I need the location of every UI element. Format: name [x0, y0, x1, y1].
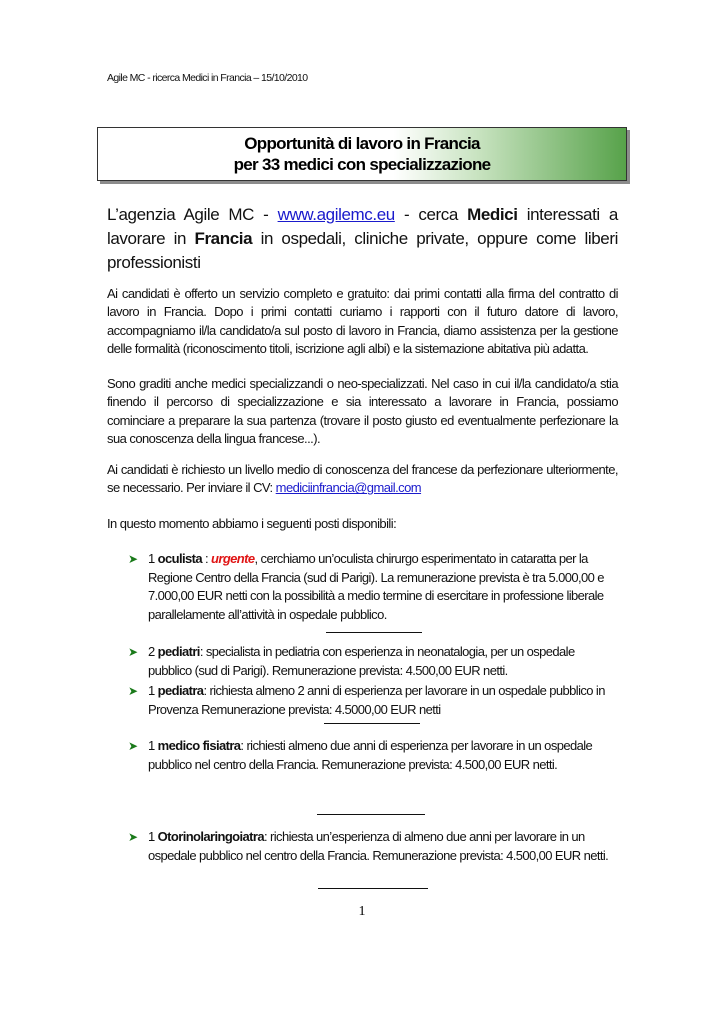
title-box [97, 127, 627, 181]
arrow-right-icon: ➤ [128, 684, 138, 698]
email-link[interactable]: mediciinfrancia@gmail.com [275, 480, 422, 496]
requirements-text: Ai candidati è richiesto un livello medio di conoscenza del francese da perfezionare ulteriormente, se necessario. Per inviare il CV: [107, 462, 618, 496]
arrow-right-icon: ➤ [128, 739, 138, 753]
list-item-text: 1 oculista : urgente, cerchiamo un’oculista chirurgo esperimentato in cataratta per la Regione Centro della Francia (sud di Parigi). La remunerazione prevista è tra 5.000,00 e 7.000,00 EUR netti con la possibilità a medio termine di esercitare in professione liberale parallelamente all’attività in ospedale pubblico. [148, 551, 604, 622]
separator-line [318, 888, 428, 889]
website-link[interactable]: www.agilemc.eu [277, 205, 395, 224]
list-item-text: 1 pediatra: richiesta almeno 2 anni di esperienza per lavorare in un ospedale pubblico in Provenza Remunerazione prevista: 4.5000,00 EUR netti [148, 683, 605, 717]
intro-text-pre: L’agenzia Agile MC - [107, 205, 278, 224]
separator-line [324, 723, 420, 724]
page-number: 1 [358, 904, 366, 919]
intro-bold-medici: Medici [467, 205, 518, 224]
arrow-right-icon: ➤ [128, 552, 138, 566]
intro-text-post: in ospedali, cliniche private, oppure come liberi professionisti [107, 229, 618, 272]
intro-paragraph [107, 203, 618, 275]
paragraph-service: Ai candidati è offerto un servizio completo e gratuito: dai primi contatti alla firma del contratto di lavoro in Francia. Dopo i primi contatti curiamo i rapporti con il futuro datore di lavoro, accompagniamo il/la candidato/a sul posto di lavoro in Francia, diamo assistenza per la gestione delle formalità (riconoscimento titoli, iscrizione agli albi) e la sistemazione abitativa più adatta. [107, 286, 618, 357]
role-label: pediatra [157, 683, 204, 698]
separator-line [317, 814, 425, 815]
paragraph-specializzandi: Sono graditi anche medici specializzandi o neo-specializzati. Nel caso in cui il/la candidato/a stia finendo il percorso di specializzazione e sia interessato a lavorare in Francia, possiamo cominciare a preparare la sua partenza (trovare il posto giusto ed eventualmente perfezionare la sua conoscenza della lingua francese...). [107, 376, 618, 447]
list-item-text: 2 pediatri: specialista in pediatria con esperienza in neonatalogia, per un ospedale pubblico (sud di Parigi). Remunerazione prevista: 4.500,00 EUR netti. [148, 644, 575, 678]
role-label: oculista [157, 551, 202, 566]
list-item-text: 1 Otorinolaringoiatra: richiesta un’esperienza di almeno due anni per lavorare in un ospedale pubblico nel centro della Francia. Remunerazione prevista: 4.500,00 EUR netti. [148, 829, 609, 863]
separator-line [326, 632, 422, 633]
paragraph-positions-intro: In questo momento abbiamo i seguenti posti disponibili: [107, 516, 397, 531]
intro-text-mid1: - cerca [394, 205, 468, 224]
title-line-1: Opportunità di lavoro in Francia [244, 134, 480, 153]
role-label: medico fisiatra [157, 738, 241, 753]
intro-bold-francia: Francia [194, 229, 253, 248]
role-label: Otorinolaringoiatra [157, 829, 264, 844]
role-label: pediatri [157, 644, 200, 659]
paragraph-requirements [107, 461, 618, 498]
arrow-right-icon: ➤ [128, 645, 138, 659]
arrow-right-icon: ➤ [128, 830, 138, 844]
title-line-2: per 33 medici con specializzazione [233, 155, 491, 174]
urgent-label: urgente [211, 551, 255, 566]
intro-text-mid2: interessati a lavorare in [107, 205, 618, 248]
running-header: Agile MC - ricerca Medici in Francia – 15/10/2010 [107, 72, 308, 84]
list-item-text: 1 medico fisiatra: richiesti almeno due anni di esperienza per lavorare in un ospedale pubblico nel centro della Francia. Remunerazione prevista: 4.500,00 EUR netti. [148, 738, 593, 772]
